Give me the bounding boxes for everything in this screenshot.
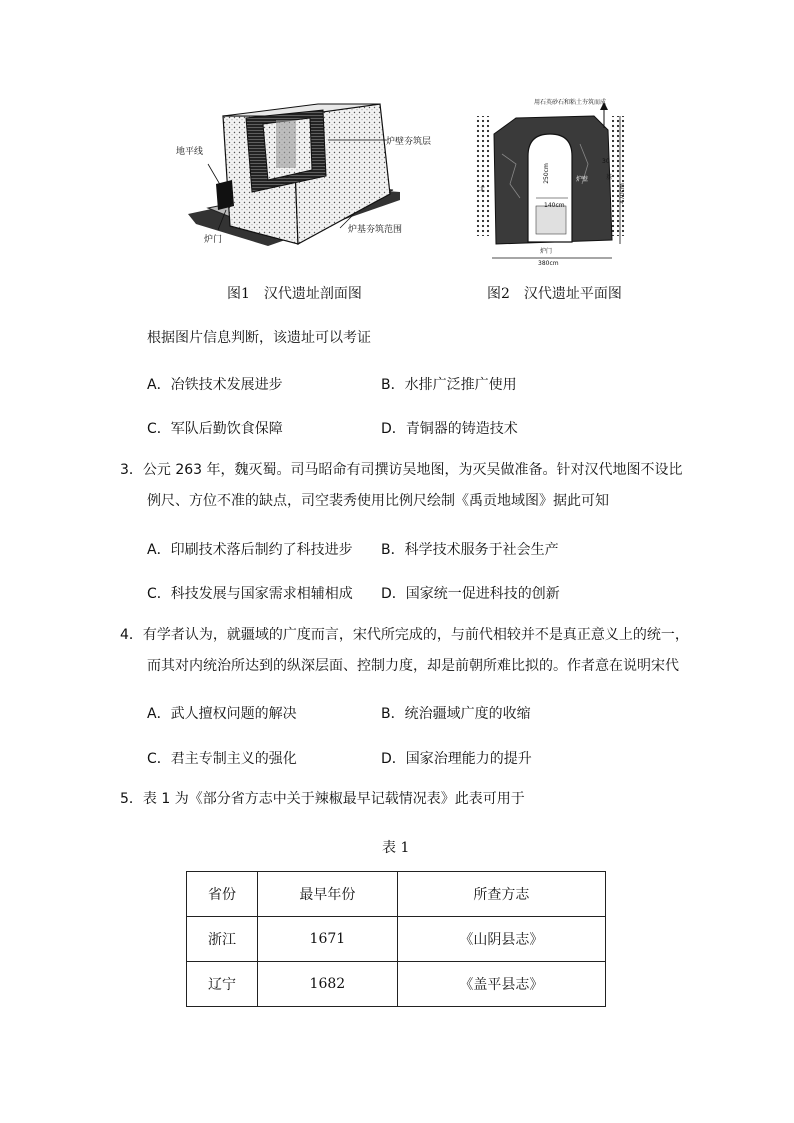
label-dim-140: 140cm (544, 202, 565, 209)
label-north: 北 (479, 186, 486, 193)
q4-option-a[interactable]: A．武人擅权问题的解决 (147, 706, 297, 722)
q3-option-a[interactable]: A．印刷技术落后制约了科技进步 (147, 542, 353, 558)
q2-option-c[interactable]: C．军队后勤饮食保障 (147, 421, 283, 437)
table-row (187, 917, 606, 962)
q3-stem-line1: 3．公元 263 年，魏灭蜀。司马昭命有司撰访吴地图，为灭吴做准备。针对汉代地图不设比 (120, 462, 683, 478)
label-wall: 炉壁 (576, 176, 589, 183)
table-header-cell: 所查方志 (397, 872, 605, 917)
label-door: 炉门 (204, 235, 223, 245)
pepper-records-table (186, 871, 606, 1007)
label-plan-door: 炉门 (540, 248, 553, 255)
table-cell: 《山阴县志》 (397, 917, 605, 962)
table-cell: 浙江 (187, 917, 258, 962)
q4-option-d[interactable]: D．国家治理能力的提升 (381, 751, 532, 767)
label-base-range: 炉基夯筑范围 (348, 225, 403, 235)
label-dim-30: 30 (602, 158, 610, 165)
q2-option-b[interactable]: B．水排广泛推广使用 (381, 377, 517, 393)
q4-stem-line2: 而其对内统治所达到的纵深层面、控制力度，却是前朝所难比拟的。作者意在说明宋代 (147, 658, 679, 674)
label-base: 基 (606, 174, 613, 181)
furnace-plan-drawing (476, 94, 626, 266)
table-cell: 辽宁 (187, 962, 258, 1007)
label-dim-380: 380cm (538, 260, 559, 267)
table-row (187, 962, 606, 1007)
table-title: 表 1 (382, 840, 410, 856)
label-dim-470: 470cm (618, 183, 626, 204)
q2-option-d[interactable]: D．青铜器的铸造技术 (381, 421, 518, 437)
label-wall-layer: 炉壁夯筑层 (386, 137, 432, 147)
table-header-cell: 省份 (187, 872, 258, 917)
table-cell: 《盖平县志》 (397, 962, 605, 1007)
q2-stem: 根据图片信息判断，该遗址可以考证 (147, 330, 371, 346)
table-header-cell: 最早年份 (258, 872, 398, 917)
label-ground-line: 地平线 (176, 147, 204, 157)
q5-stem: 5．表 1 为《部分省方志中关于辣椒最早记载情况表》此表可用于 (120, 791, 525, 807)
q3-option-d[interactable]: D．国家统一促进科技的创新 (381, 586, 560, 602)
table-cell: 1682 (258, 962, 398, 1007)
label-top-note: 用石英砂石和粘土夯筑而成 (534, 99, 607, 106)
q3-option-b[interactable]: B．科学技术服务于社会生产 (381, 542, 559, 558)
figure1-caption: 图1 汉代遗址剖面图 (227, 286, 362, 302)
table-header-row (187, 872, 606, 917)
table-cell: 1671 (258, 917, 398, 962)
figure1 (168, 96, 432, 266)
q2-option-a[interactable]: A．冶铁技术发展进步 (147, 377, 283, 393)
figure2-caption: 图2 汉代遗址平面图 (487, 286, 622, 302)
label-dim-250: 250cm (542, 163, 550, 184)
figure2 (476, 94, 626, 266)
q3-stem-line2: 例尺、方位不准的缺点，司空裴秀使用比例尺绘制《禹贡地域图》据此可知 (147, 493, 609, 509)
q4-option-b[interactable]: B．统治疆域广度的收缩 (381, 706, 531, 722)
q4-option-c[interactable]: C．君主专制主义的强化 (147, 751, 297, 767)
q4-stem-line1: 4．有学者认为，就疆域的广度而言，宋代所完成的，与前代相较并不是真正意义上的统一， (120, 627, 689, 643)
q3-option-c[interactable]: C．科技发展与国家需求相辅相成 (147, 586, 353, 602)
